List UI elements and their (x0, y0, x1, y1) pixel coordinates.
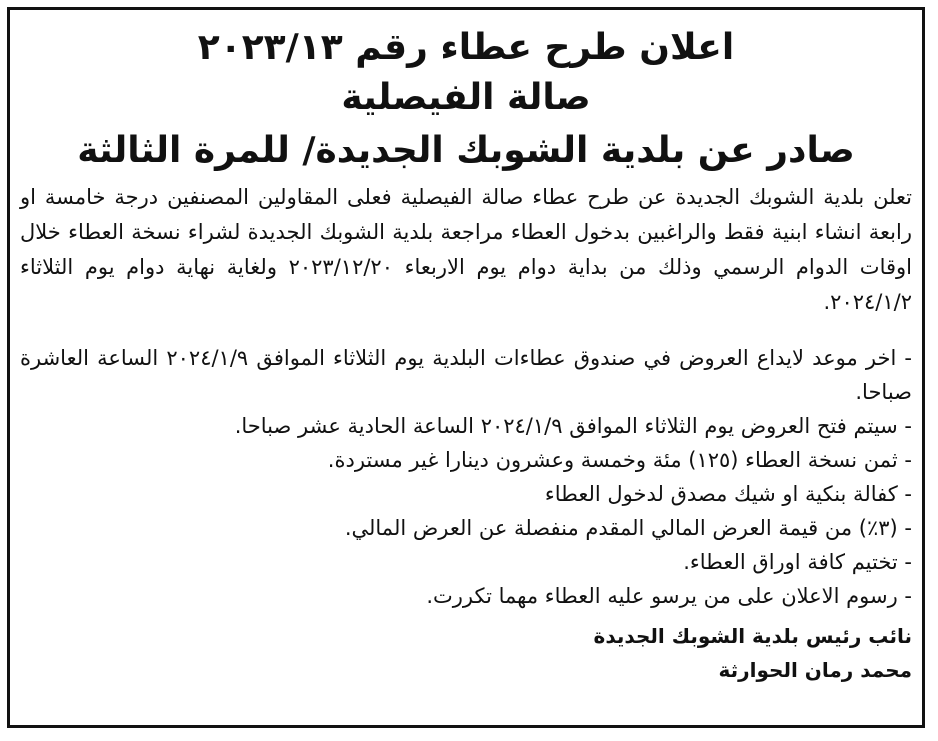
issuer-line: صادر عن بلدية الشوبك الجديدة/ للمرة الثالثة (77, 130, 855, 171)
condition-guarantee: - كفالة بنكية او شيك مصدق لدخول العطاء (544, 482, 912, 506)
condition-deadline: - اخر موعد لايداع العروض في صندوق عطاءات البلدية يوم الثلاثاء الموافق ٢٠٢٤/١/٩ الساعة العاشرة صباحا. (20, 346, 912, 404)
condition-opening: - سيتم فتح العروض يوم الثلاثاء الموافق ٢٠٢٤/١/٩ الساعة الحادية عشر صباحا. (234, 414, 912, 438)
announcement-title: اعلان طرح عطاء رقم ٢٠٢٣/١٣ (197, 27, 735, 68)
condition-price: - ثمن نسخة العطاء (١٢٥) مئة وخمسة وعشرون دينارا غير مستردة. (327, 448, 912, 472)
condition-stamping: - تختيم كافة اوراق العطاء. (683, 550, 912, 574)
intro-paragraph: تعلن بلدية الشوبك الجديدة عن طرح عطاء صالة الفيصلية فعلى المقاولين المصنفين درجة خامسة او رابعة انشاء ابنية فقط والراغبين بدخول العطاء مراجعة بلدية الشوبك الجديدة لشراء نسخة العطاء خلال اوقات الدوام الرسمي وذلك من بداية دوام يوم الاربعاء ٢٠٢٣/١٢/٢٠ ولغاية نهاية دوام يوم الثلاثاء ٢٠٢٤/١/٢. (20, 185, 912, 314)
signature-name: محمد رمان الحوارثة (718, 658, 912, 682)
signature-title: نائب رئيس بلدية الشوبك الجديدة (593, 624, 912, 648)
project-name: صالة الفيصلية (341, 77, 591, 118)
condition-percentage: - (٣٪) من قيمة العرض المالي المقدم منفصلة عن العرض المالي. (344, 516, 912, 540)
tender-announcement (14, 24, 918, 687)
signature-block (14, 619, 918, 687)
condition-ad-fees: - رسوم الاعلان على من يرسو عليه العطاء مهما تكررت. (426, 584, 912, 608)
conditions-list (14, 341, 918, 613)
